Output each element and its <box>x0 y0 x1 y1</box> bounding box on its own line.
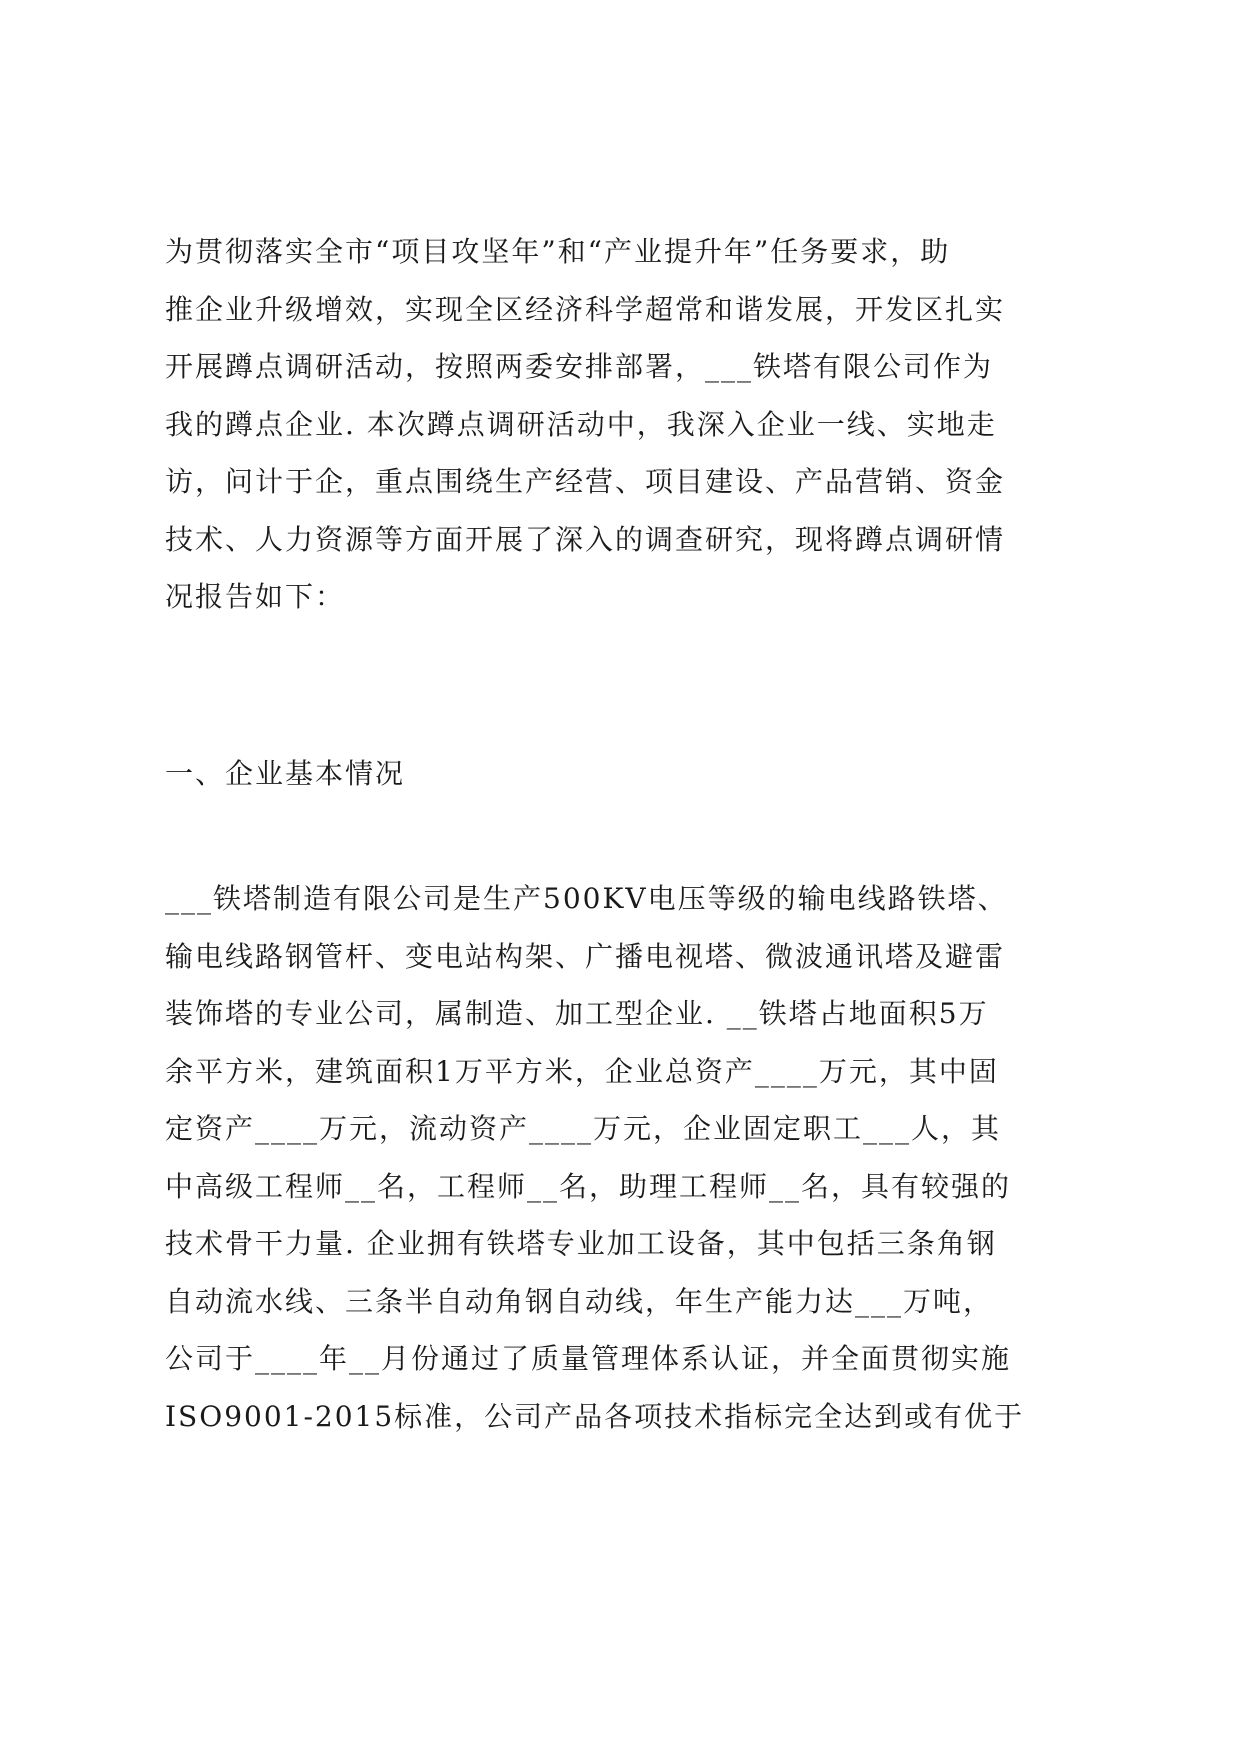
intro-line: 况报告如下： <box>165 580 346 613</box>
basic-line: 自动流水线、三条半自动角钢自动线，年生产能力达___万吨， <box>165 1284 994 1318</box>
basic-line: 公司于____年__月份通过了质量管理体系认证，并全面贯彻实施 <box>165 1342 1012 1375</box>
intro-line: 技术、人力资源等方面开展了深入的调查研究，现将蹲点调研情 <box>165 522 1006 556</box>
basic-line: 技术骨干力量. 企业拥有铁塔专业加工设备，其中包括三条角钢 <box>165 1227 997 1260</box>
basic-line: 余平方米，建筑面积1万平方米，企业总资产____万元，其中固 <box>165 1054 999 1088</box>
intro-line: 为贯彻落实全市“项目攻坚年”和“产业提升年”任务要求，助 <box>165 235 951 268</box>
section-heading-block <box>165 745 1095 803</box>
section-heading: 一、企业基本情况 <box>165 757 406 790</box>
intro-line: 访，问计于企，重点围绕生产经营、项目建设、产品营销、资金 <box>165 465 1006 498</box>
basic-line: 中高级工程师__名，工程师__名，助理工程师__名，具有较强的 <box>165 1169 1012 1203</box>
basic-line: 输电线路钢管杆、变电站构架、广播电视塔、微波通讯塔及避雷 <box>165 939 1006 973</box>
basic-line: 装饰塔的专业公司，属制造、加工型企业. __铁塔占地面积5万 <box>165 997 989 1030</box>
company-basic-paragraph <box>165 870 1095 1445</box>
basic-line: ___铁塔制造有限公司是生产500KV电压等级的输电线路铁塔、 <box>165 882 1008 915</box>
basic-line: ISO9001-2015标准，公司产品各项技术指标完全达到或有优于 <box>165 1399 1025 1433</box>
basic-line: 定资产____万元，流动资产____万元，企业固定职工___人，其 <box>165 1112 1002 1145</box>
intro-line: 推企业升级增效，实现全区经济科学超常和谐发展，开发区扎实 <box>165 292 1006 326</box>
intro-line: 我的蹲点企业. 本次蹲点调研活动中，我深入企业一线、实地走 <box>165 407 997 441</box>
intro-paragraph <box>165 223 1095 626</box>
intro-line: 开展蹲点调研活动，按照两委安排部署，___铁塔有限公司作为 <box>165 350 994 383</box>
